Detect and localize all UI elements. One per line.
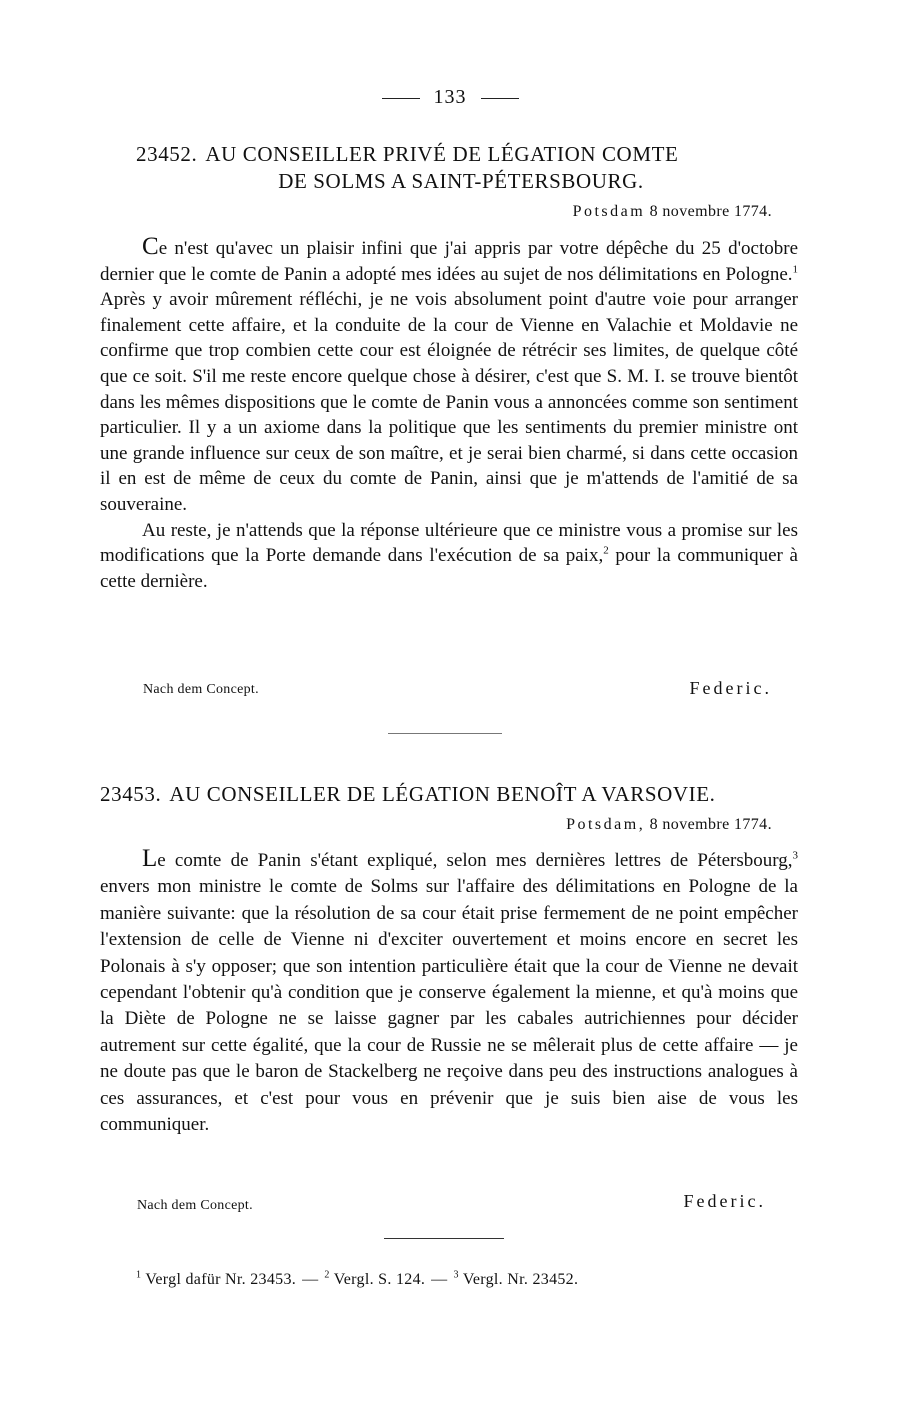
letter-heading-line2: DE SOLMS A SAINT-PÉTERSBOURG.: [278, 169, 644, 193]
letter-heading-line1: AU CONSEILLER PRIVÉ DE LÉGATION COMTE: [205, 142, 679, 166]
footnote-mark: 1: [136, 1270, 142, 1281]
footnote-reference: 1: [792, 263, 798, 276]
page-number-rule-right: [481, 98, 519, 99]
letter-signature: Federic.: [689, 678, 772, 698]
letter-paragraph: [100, 846, 798, 1138]
footnote-separator-rule: [384, 1238, 504, 1239]
letter-number: 23453.: [100, 782, 162, 806]
footnote-mark: 3: [453, 1270, 459, 1281]
page-number-rule-left: [382, 98, 420, 99]
letter-place: Potsdam: [572, 203, 646, 220]
letter-paragraph: [100, 518, 798, 595]
letter-heading-23453: [100, 781, 800, 808]
footnote-text: Vergl dafür Nr. 23453.: [145, 1271, 297, 1289]
section-separator: [388, 733, 502, 734]
paragraph-text: Ce n'est qu'avec un plaisir infini que j'ai appris par votre dépêche du 25 d'octobre dernier que le comte de Panin a adopté mes idées au sujet de nos délimitations en Pologne.: [100, 233, 798, 285]
letter-body-23453: [100, 846, 798, 1138]
letter-source: Nach dem Concept.: [137, 1198, 253, 1213]
page-number-value: 133: [433, 86, 467, 108]
footnote-text: Vergl. S. 124.: [333, 1271, 426, 1289]
letter-paragraph: [100, 234, 798, 518]
page-number: [0, 86, 900, 109]
paragraph-text: Au reste, je n'attends que la réponse ultérieure que ce ministre vous a promise sur les modifications que la Porte demande dans l'exécution de sa paix,: [100, 519, 798, 567]
letter-heading-23452: [136, 141, 786, 195]
footnote-divider: —: [302, 1271, 319, 1289]
footnote: [453, 1271, 578, 1288]
paragraph-text: envers mon ministre le comte de Solms sur l'affaire des délimitations en Pologne de la manière suivante: que la résolution de sa cour était prise fermement de ne point empêcher l'extension de celle de Vienne ni d'exciter ouvertement et moins encore en secret les Polonais à s'y opposer; que son intention particulière était que la cour de Vienne ne devait cependant l'obtenir qu'à condition que je conserve également la mienne, et qu'à moins que la Diète de Pologne ne se laisse gagner par les cabales autrichiennes pour décider autrement sur cette égalité, que la cour de Russie ne se mêlerait plus de cette affaire — je ne doute pas que le baron de Stackelberg ne reçoive dans peu des instructions analogues à ces assurances, et c'est pour vous en prévenir que je suis bien aise de vous les communiquer.: [100, 876, 798, 1136]
footnotes: [136, 1270, 776, 1289]
letter-body-23452: [100, 234, 798, 594]
letter-date: 8 novembre 1774.: [649, 203, 772, 220]
letter-place-date: [573, 203, 772, 221]
letter-date: 8 novembre 1774.: [649, 816, 772, 833]
footnote: [324, 1271, 425, 1288]
letter-place: Potsdam,: [566, 816, 646, 833]
footnote-reference: 3: [792, 849, 798, 862]
footnote-text: Vergl. Nr. 23452.: [462, 1271, 579, 1289]
letter-place-date: [566, 816, 772, 834]
footnote-reference: 2: [603, 544, 609, 557]
letter-signature: Federic.: [683, 1191, 766, 1211]
footnote-mark: 2: [324, 1270, 330, 1281]
paragraph-text: Après y avoir mûrement réfléchi, je ne vois absolument point d'autre voie pour arranger finalement cette affaire, et la conduite de la cour de Vienne en Valachie et Moldavie ne confirme que trop combien cette cour est éloignée de rétrécir ses limites, de quelque côté que ce soit. S'il me reste encore quelque chose à désirer, c'est que S. M. I. se trouve bientôt dans les mêmes dispositions que le comte de Panin vous a annoncées comme son sentiment particulier. Il y a un axiome dans la politique que les sentiments du premier ministre ont une grande influence sur ceux de son maître, et je serai bien charmé, si dans cette occasion il en est de même de ceux du comte de Panin, ainsi que je m'attends de l'amitié de sa souveraine.: [100, 289, 798, 515]
letter-heading-line1: AU CONSEILLER DE LÉGATION BENOÎT A VARSOVIE.: [169, 782, 716, 806]
letter-number: 23452.: [136, 142, 198, 166]
footnote: [136, 1271, 296, 1288]
footnote-divider: —: [431, 1271, 448, 1289]
paragraph-text: pour la communiquer à cette dernière.: [100, 545, 798, 592]
paragraph-text: Le comte de Panin s'étant expliqué, selon mes dernières lettres de Pétersbourg,: [142, 845, 793, 872]
letter-source: Nach dem Concept.: [143, 682, 259, 697]
